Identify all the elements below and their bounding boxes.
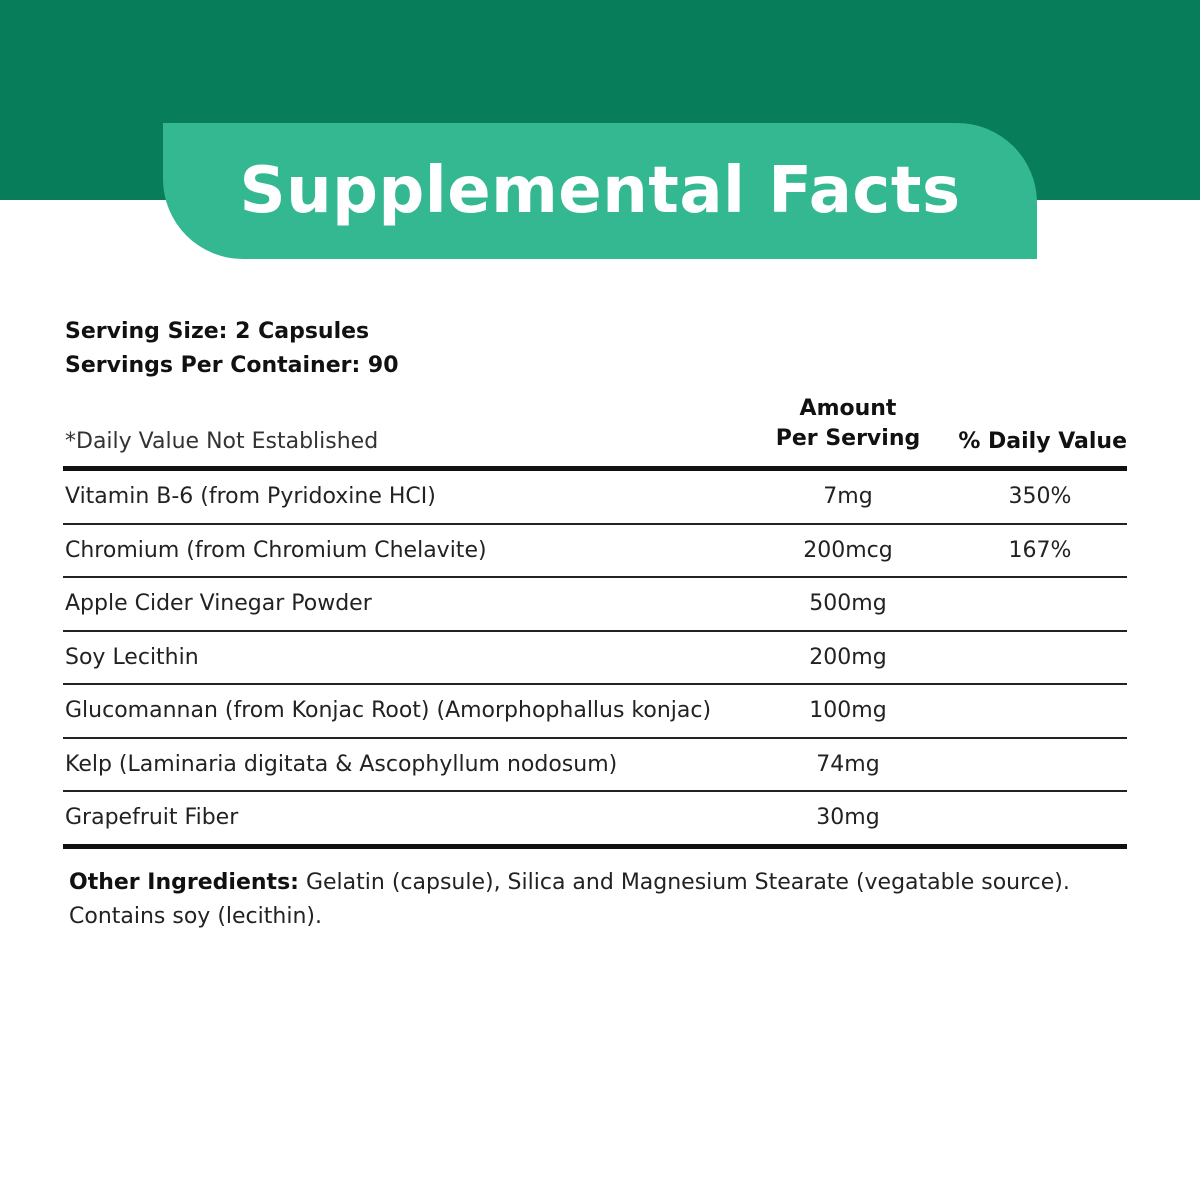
ingredient-daily-value: 350% — [1008, 484, 1072, 510]
ingredient-name: Grapefruit Fiber — [65, 805, 239, 831]
table-row — [63, 578, 1127, 632]
amount-header-line1: Amount — [799, 396, 897, 421]
amount-header-line2: Per Serving — [775, 426, 921, 451]
ingredient-amount: 100mg — [809, 698, 887, 724]
facts-table — [63, 398, 1127, 849]
ingredient-amount: 30mg — [816, 805, 880, 831]
ingredient-amount: 200mcg — [803, 537, 893, 563]
serving-size: Serving Size: 2 Capsules — [65, 319, 370, 344]
ingredient-daily-value: 167% — [1008, 537, 1072, 563]
other-ingredients-label: Other Ingredients: — [69, 870, 299, 895]
daily-value-column-header: % Daily Value — [958, 429, 1127, 454]
ingredient-name: Chromium (from Chromium Chelavite) — [65, 537, 487, 563]
table-row — [63, 685, 1127, 739]
serving-info — [65, 315, 399, 383]
other-ingredients — [69, 866, 1149, 934]
title-tab — [163, 123, 1037, 259]
ingredient-amount: 74mg — [816, 751, 880, 777]
ingredient-name: Soy Lecithin — [65, 644, 199, 670]
other-ingredients-text: Gelatin (capsule), Silica and Magnesium Stearate (vegatable source). Contains soy (lecithin). — [69, 870, 1070, 929]
ingredient-amount: 7mg — [823, 484, 873, 510]
page-title: Supplemental Facts — [239, 154, 961, 228]
ingredient-name: Glucomannan (from Konjac Root) (Amorphophallus konjac) — [65, 698, 712, 724]
table-row — [63, 525, 1127, 579]
ingredient-name: Vitamin B-6 (from Pyridoxine HCI) — [65, 484, 436, 510]
table-row — [63, 632, 1127, 686]
table-row — [63, 739, 1127, 793]
ingredient-name: Apple Cider Vinegar Powder — [65, 591, 372, 617]
table-row — [63, 471, 1127, 525]
ingredient-amount: 200mg — [809, 644, 887, 670]
table-header — [63, 398, 1127, 471]
servings-per-container: Servings Per Container: 90 — [65, 353, 399, 378]
amount-column-header — [763, 394, 933, 454]
table-row — [63, 792, 1127, 849]
ingredient-name: Kelp (Laminaria digitata & Ascophyllum nodosum) — [65, 751, 618, 777]
daily-value-note: *Daily Value Not Established — [65, 429, 379, 454]
ingredient-amount: 500mg — [809, 591, 887, 617]
